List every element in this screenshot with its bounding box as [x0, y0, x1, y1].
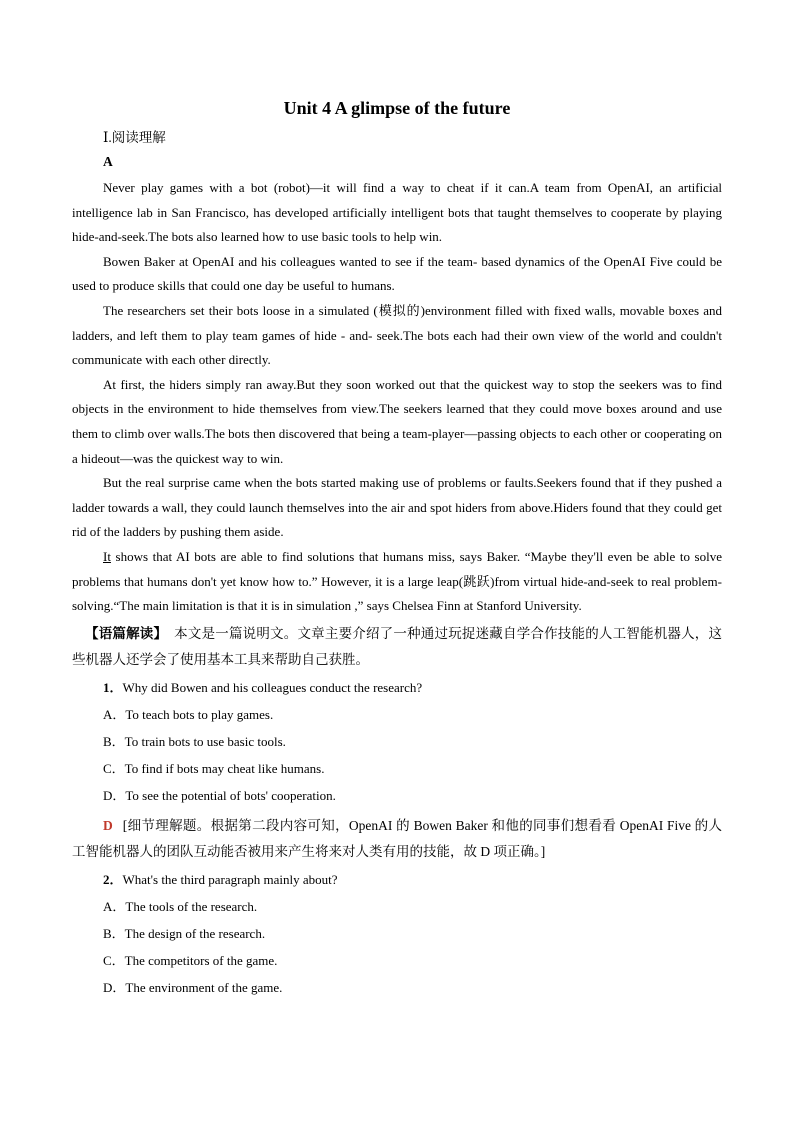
reading-note: [72, 621, 722, 673]
question-stem: [72, 678, 722, 698]
passage-paragraph: At first, the hiders simply ran away.But they soon worked out that the quickest way to stop the seekers was to find objects in the environment to hide themselves from view.The seekers learned that they could move boxes around and use them to climb over walls.The bots then discovered that being a team-player—passing objects to each other or cooperating on a hideout—was the quickest way to win.: [72, 376, 722, 466]
answer-option-c: C．The competitors of the game.: [103, 952, 278, 968]
question-text: Why did Bowen and his colleagues conduct the research?: [122, 679, 423, 695]
underlined-word: It: [103, 548, 111, 564]
paragraph-text: shows that AI bots are able to find solutions that humans miss, says Baker. “Maybe they'll even be able to solve problems that humans don't yet know how to.” However, it is a large leap(跳跃)from virtual hide-and-seek to real problem-solving.“The main limitation is that it is in simulation ,” says Chelsea Finn at Stanford University.: [72, 548, 722, 614]
answer-option-d: D．To see the potential of bots' cooperation.: [103, 787, 336, 803]
document-page: [72, 96, 722, 1005]
passage-paragraph: But the real surprise came when the bots started making use of problems or faults.Seekers found that if they pushed a ladder towards a wall, they could launch themselves into the air and spot hiders from above.Hiders found that they could get rid of the ladders by pushing them aside.: [72, 475, 722, 540]
question-block: [72, 678, 722, 865]
answer-option-b: B．The design of the research.: [103, 925, 266, 941]
reading-note-tag: 【语篇解读】: [85, 625, 161, 641]
answer-option-b: B．To train bots to use basic tools.: [103, 733, 286, 749]
answer-option-a: A．The tools of the research.: [103, 898, 258, 914]
reading-note-text: 本文是一篇说明文。文章主要介绍了一种通过玩捉迷藏自学合作技能的人工智能机器人，这些机器人还学会了使用基本工具来帮助自己获胜。: [72, 625, 723, 667]
question-block: [72, 870, 722, 998]
answer-key: D: [103, 817, 113, 833]
passage-paragraph: The researchers set their bots loose in a simulated (模拟的)environment filled with fixed walls, movable boxes and ladders, and left them to play team games of hide - and- seek.The bots each had their own view of the world and couldn't communicate with each other directly.: [72, 302, 722, 368]
passage-paragraph: Never play games with a bot (robot)—it will find a way to cheat if it can.A team from OpenAI, an artificial intelligence lab in San Francisco, has developed artificially intelligent bots that taught themselves to cooperate by playing hide-and-seek.The bots also learned how to use basic tools to help win.: [72, 180, 722, 245]
question-number: 1．: [103, 679, 123, 695]
explanation-text: [细节理解题。根据第二段内容可知，OpenAI 的 Bowen Baker 和他的同事们想看看 OpenAI Five 的人工智能机器人的团队互动能否被用来产生将来对人类有用的技能，故 D 项正确。]: [72, 817, 722, 859]
question-text: What's the third paragraph mainly about?: [122, 871, 338, 887]
passage-label: A: [103, 154, 113, 169]
question-stem: [72, 870, 722, 890]
answer-option-a: A．To teach bots to play games.: [103, 706, 274, 722]
passage-paragraph: Bowen Baker at OpenAI and his colleagues wanted to see if the team- based dynamics of the OpenAI Five could be used to produce skills that could one day be useful to humans.: [72, 253, 722, 294]
section-label: Ⅰ.阅读理解: [103, 130, 166, 145]
page-title: Unit 4 A glimpse of the future: [283, 98, 511, 118]
answer-option-d: D．The environment of the game.: [103, 979, 283, 995]
question-number: 2．: [103, 871, 123, 887]
answer-option-c: C．To find if bots may cheat like humans.: [103, 760, 325, 776]
answer-explanation: [72, 813, 722, 865]
passage-paragraph-last: [72, 545, 722, 619]
